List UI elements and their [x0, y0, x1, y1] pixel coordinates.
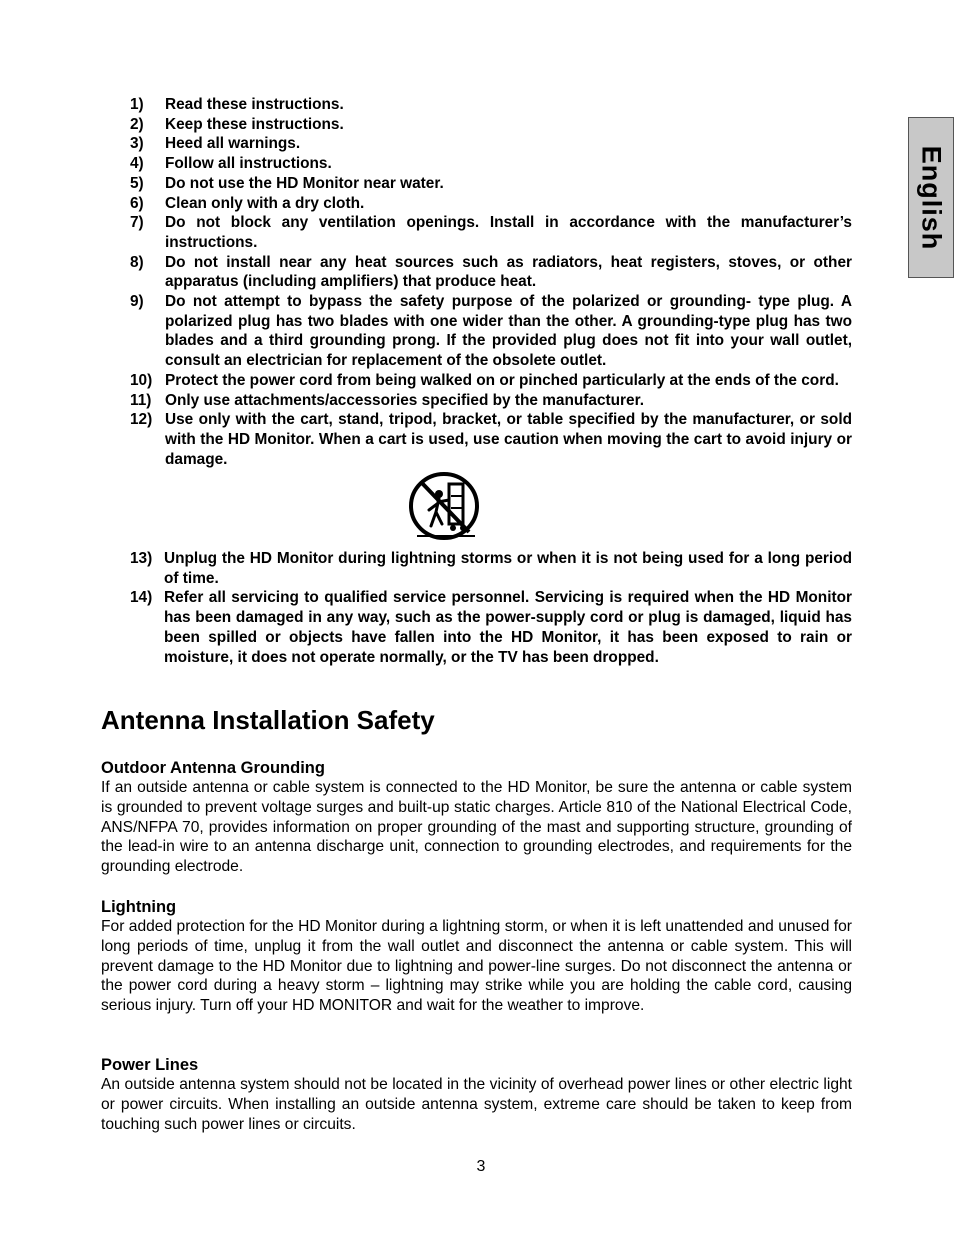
item-text: Do not attempt to bypass the safety purpose of the polarized or grounding- type plug. A polarized plug has two blades with one wider than the other. A grounding-type plug has two blades and a third grounding prong. If the provided plug does not fit into your wall outlet, consult an electrician for replacement of the obsolete outlet.	[165, 293, 852, 370]
item-number: 13)	[130, 550, 153, 567]
list-item	[130, 371, 852, 391]
subsection-body: If an outside antenna or cable system is connected to the HD Monitor, be sure the antenna or cable system is grounded to prevent voltage surges and built-up static charges. Article 810 of the National Electrical Code, ANS/NFPA 70, provides information on proper grounding of the mast and supporting structure, grounding of the lead-in wire to an antenna discharge unit, connection to grounding electrodes, and requirements for the grounding electrode.	[101, 779, 852, 876]
language-tab	[908, 117, 954, 278]
subsection-heading: Outdoor Antenna Grounding	[101, 759, 325, 777]
item-number: 10)	[130, 371, 153, 389]
item-text: Clean only with a dry cloth.	[165, 194, 365, 212]
item-number: 2)	[130, 115, 144, 133]
safety-instructions-list-continued	[130, 549, 852, 667]
item-text: Protect the power cord from being walked on or pinched particularly at the ends of the cord.	[165, 371, 839, 389]
language-tab-label: English	[916, 145, 947, 250]
subsection-heading: Lightning	[101, 898, 177, 916]
item-number: 1)	[130, 96, 144, 113]
item-number: 11)	[130, 391, 152, 409]
item-text: Only use attachments/accessories specified by the manufacturer.	[165, 391, 645, 409]
list-item	[130, 391, 852, 411]
section-outdoor-antenna-grounding	[101, 758, 852, 877]
item-text: Read these instructions.	[165, 96, 344, 113]
list-item	[130, 588, 852, 667]
subsection-body: For added protection for the HD Monitor during a lightning storm, or when it is left unattended and unused for long periods of time, unplug it from the wall outlet and disconnect the antenna or cable system. This will prevent damage to the HD Monitor due to lightning and power-line surges. Do not disconnect the antenna or the power cord during a heavy storm – lightning may strike while you are holding the cable cord, causing serious injury. Turn off your HD MONITOR and wait for the weather to improve.	[101, 918, 852, 1015]
safety-instructions-list	[130, 95, 852, 469]
item-number: 12)	[130, 411, 153, 429]
section-title: Antenna Installation Safety	[101, 705, 435, 735]
item-text: Do not block any ventilation openings. Install in accordance with the manufacturer’s instructions.	[165, 214, 852, 251]
list-item	[130, 410, 852, 469]
subsection-body: An outside antenna system should not be located in the vicinity of overhead power lines or other electric light or power circuits. When installing an outside antenna system, extreme care should be taken to keep from touching such power lines or circuits.	[101, 1076, 852, 1133]
list-item	[130, 549, 852, 588]
list-item	[130, 95, 852, 115]
item-text: Do not use the HD Monitor near water.	[165, 174, 444, 192]
list-item	[130, 292, 852, 371]
item-number: 6)	[130, 194, 144, 212]
item-text: Heed all warnings.	[165, 135, 301, 153]
item-text: Use only with the cart, stand, tripod, bracket, or table specified by the manufacturer, or sold with the HD Monitor. When a cart is used, use caution when moving the cart to avoid injury or damage.	[165, 411, 852, 468]
item-number: 4)	[130, 155, 144, 173]
item-number: 8)	[130, 253, 144, 271]
list-item	[130, 253, 852, 292]
item-text: Do not install near any heat sources such as radiators, heat registers, stoves, or other apparatus (including amplifiers) that produce heat.	[165, 253, 852, 291]
list-item	[130, 154, 852, 174]
item-number: 14)	[130, 589, 153, 607]
cart-tip-over-warning-icon	[409, 472, 481, 540]
subsection-heading: Power Lines	[101, 1056, 199, 1074]
section-lightning	[101, 897, 852, 1016]
item-number: 5)	[130, 174, 144, 192]
section-power-lines	[101, 1055, 852, 1134]
list-item	[130, 115, 852, 135]
item-text: Unplug the HD Monitor during lightning storms or when it is not being used for a long period of time.	[164, 550, 852, 587]
list-item	[130, 134, 852, 154]
item-number: 7)	[130, 214, 144, 232]
item-text: Follow all instructions.	[165, 155, 332, 173]
item-text: Refer all servicing to qualified service personnel. Servicing is required when the HD Monitor has been damaged in any way, such as the power-supply cord or plug is damaged, liquid has been spilled or objects have fallen into the HD Monitor, it has been exposed to rain or moisture, it does not operate normally, or the TV has been dropped.	[164, 589, 852, 666]
item-text: Keep these instructions.	[165, 115, 344, 133]
item-number: 3)	[130, 135, 144, 153]
list-item	[130, 194, 852, 214]
item-number: 9)	[130, 293, 144, 311]
page-number: 3	[476, 1158, 486, 1175]
list-item	[130, 213, 852, 252]
list-item	[130, 174, 852, 194]
